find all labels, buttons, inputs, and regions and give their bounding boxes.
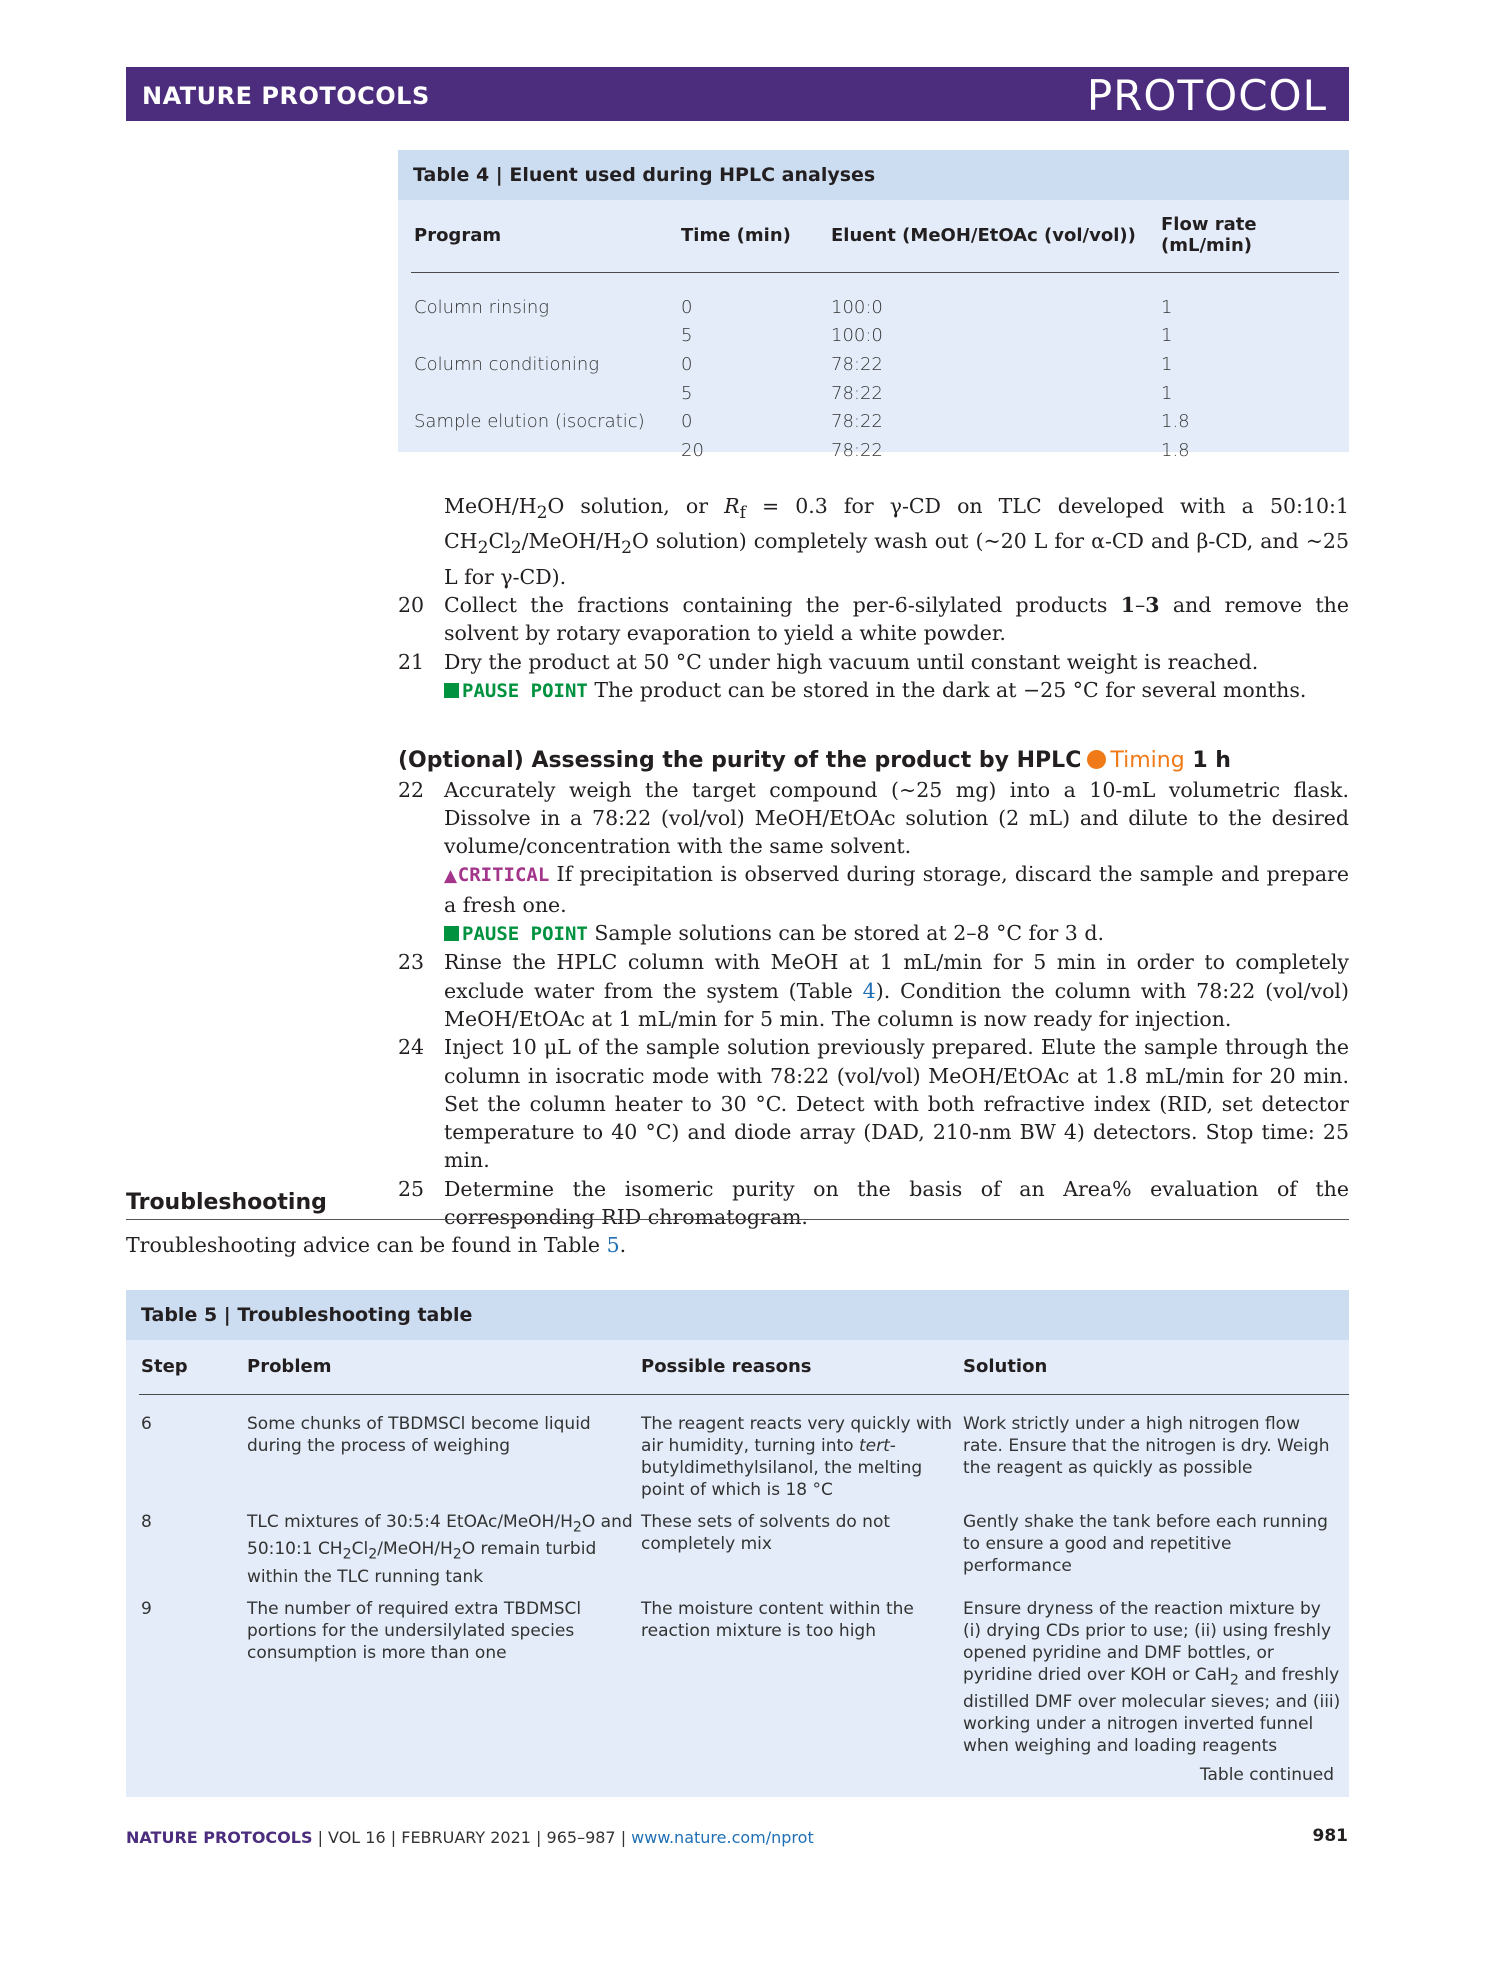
step-number: 20	[398, 593, 425, 618]
table-cell: 5	[681, 382, 693, 404]
table-5-link[interactable]: 5	[606, 1233, 620, 1257]
text-span: /MeOH/H	[521, 529, 622, 554]
table-4-header: Program	[411, 200, 678, 273]
footer-separator: |	[312, 1828, 329, 1847]
subscript: 2	[1229, 1672, 1239, 1689]
text-span: /MeOH/H	[377, 1539, 453, 1560]
text-span: Rinse the HPLC column with MeOH at 1 mL/min for 5 min in order to completely exclude water from the system (Table	[444, 950, 1349, 1003]
table-cell: 100:0	[831, 325, 883, 347]
text-span: Determine the isomeric purity on the basis of an Area% evaluation of the corresponding RID chromatogram.	[444, 1176, 1349, 1230]
subscript: 2	[572, 1519, 582, 1536]
text-span: tert	[858, 1436, 890, 1456]
footer-separator: |	[385, 1828, 402, 1847]
table-4-caption	[398, 150, 1349, 200]
subscript: 2	[452, 1546, 462, 1563]
text-span: 1	[1120, 593, 1135, 618]
footer-date: FEBRUARY 2021	[401, 1828, 531, 1847]
table-cell: 0	[681, 296, 693, 318]
table-cell: 0	[681, 353, 693, 375]
footer-journal: NATURE PROTOCOLS	[126, 1828, 313, 1847]
troubleshooting-heading: Troubleshooting	[126, 1190, 1349, 1220]
text-span: If precipitation is observed during storage, discard the sample and prepare a fresh one.	[444, 862, 1349, 917]
subscript: 2	[368, 1546, 378, 1563]
timing-value: 1 h	[1192, 748, 1231, 774]
table-cell: 20	[681, 439, 704, 461]
footer-separator: |	[615, 1828, 632, 1847]
table-4-label: Table 4 |	[413, 164, 510, 186]
table-cell	[961, 1594, 1349, 1763]
text-span: (Optional) Assessing the purity of the product by HPLC	[398, 748, 1082, 774]
step-number: 25	[398, 1176, 425, 1201]
footer-pages: 965–987	[546, 1828, 616, 1847]
text-span: Cl	[351, 1539, 369, 1560]
table-cell: 1	[1161, 296, 1173, 318]
table-cell	[411, 436, 678, 465]
table-5-title: Troubleshooting table	[237, 1304, 473, 1326]
page-number: 981	[1312, 1826, 1348, 1846]
section-heading-optional-hplc	[398, 747, 1349, 775]
journal-header-bar	[126, 67, 1349, 121]
text-span: and freshly distilled DMF over molecular sieves; and (iii) working under a nitrogen inverted funnel when weighing and loading reagents	[963, 1664, 1341, 1757]
procedure-steps	[398, 492, 1349, 1231]
table-cell: These sets of solvents do not completely mix	[641, 1512, 891, 1554]
table-5-header: Possible reasons	[639, 1340, 961, 1395]
text-span: Troubleshooting advice can be found in Table	[126, 1233, 607, 1257]
table-row	[139, 1395, 1349, 1508]
table-cell: Work strictly under a high nitrogen flow rate. Ensure that the nitrogen is dry. Weigh the reagent as quickly as possible	[963, 1414, 1330, 1478]
footer-volume: VOL 16	[328, 1828, 386, 1847]
timing-label: Timing	[1110, 748, 1185, 774]
text-span: Cl	[488, 529, 511, 554]
step-number: 23	[398, 950, 425, 975]
text-span: O and 50:10:1 CH	[247, 1512, 633, 1560]
text-span: MeOH/H	[444, 494, 537, 518]
text-span: Inject 10 μL of the sample solution previously prepared. Elute the sample through the column in isocratic mode with 78:22 (vol/vol) MeOH/EtOAc at 1.8 mL/min for 20 min. Set the column heater to 30 °C. Detect with both refractive index (RID, set detector temperature to 40 °C) and diode array (DAD, 210-nm BW 4) detectors. Stop time: 25 min.	[444, 1035, 1349, 1173]
text-span: .	[619, 1233, 627, 1257]
table-row	[139, 1594, 1349, 1763]
article-type: PROTOCOL	[1086, 71, 1327, 120]
table-5-header: Problem	[245, 1340, 639, 1395]
step-number: 22	[398, 777, 425, 802]
step-20	[398, 591, 1349, 648]
subscript: 2	[342, 1546, 352, 1563]
table-cell: 78:22	[831, 353, 883, 375]
table-cell: 78:22	[831, 411, 883, 433]
table-5-header: Step	[139, 1340, 245, 1395]
table-cell: Some chunks of TBDMSCl become liquid during the process of weighing	[247, 1414, 591, 1456]
table-cell: Sample elution (isocratic)	[414, 411, 645, 433]
table-row	[139, 1507, 1349, 1594]
text-span: Dry the product at 50 °C under high vacuum until constant weight is reached.	[444, 649, 1259, 674]
table-4-grid	[411, 200, 1339, 465]
subscript: f	[739, 503, 746, 524]
table-5-label: Table 5 |	[141, 1304, 238, 1326]
step-23	[398, 948, 1349, 1033]
step-number: 24	[398, 1035, 425, 1060]
table-5-header: Solution	[961, 1340, 1349, 1395]
table-cell: The number of required extra TBDMSCl portions for the undersilylated species consumption is more than one	[247, 1598, 582, 1663]
text-span: TLC mixtures of 30:5:4 EtOAc/MeOH/H	[247, 1512, 573, 1532]
table-cell: The moisture content within the reaction mixture is too high	[641, 1598, 914, 1641]
table-4-header: Flow rate (mL/min)	[1158, 200, 1339, 273]
pause-point-icon	[444, 926, 459, 941]
table-cell: 1.8	[1161, 439, 1190, 461]
table-cell	[411, 379, 678, 408]
table-cell	[411, 322, 678, 351]
critical-icon: ▲	[444, 866, 458, 887]
step-22	[398, 776, 1349, 949]
critical-label: CRITICAL	[457, 864, 550, 887]
table-cell: 78:22	[831, 382, 883, 404]
table-cell	[245, 1507, 639, 1594]
table-5	[126, 1290, 1349, 1797]
table-cell: 6	[141, 1414, 152, 1434]
table-cell: 9	[141, 1598, 152, 1619]
table-4-header: Time (min)	[678, 200, 828, 273]
table-4	[398, 150, 1349, 461]
page-footer	[126, 1828, 814, 1847]
table-row	[411, 407, 1339, 436]
step-24	[398, 1033, 1349, 1174]
timing-icon	[1087, 750, 1106, 769]
table-continued-note: Table continued	[1199, 1765, 1334, 1786]
text-span: = 0.3 for γ-CD on TLC developed with a 50:10:1 CH	[444, 494, 1349, 554]
step-number: 21	[398, 649, 425, 674]
table-cell: 1	[1161, 382, 1173, 404]
text-span: O remain turbid within the TLC running tank	[247, 1539, 597, 1587]
text-span: O solution, or	[547, 494, 725, 518]
table-cell: 78:22	[831, 439, 883, 461]
text-span: Ensure dryness of the reaction mixture by (i) drying CDs prior to use; (ii) using freshly opened pyridine and DMF bottles, or pyridine dried over KOH or CaH	[963, 1598, 1332, 1685]
table-5-grid	[139, 1340, 1349, 1763]
table-cell: 5	[681, 325, 693, 347]
table-5-caption	[126, 1290, 1349, 1340]
text-span: ). Condition the column with 78:22 (vol/vol) MeOH/EtOAc at 1 mL/min for 5 min. The column is now ready for injection.	[444, 978, 1349, 1031]
table-4-header: Eluent (MeOH/EtOAc (vol/vol))	[828, 200, 1158, 273]
table-cell: 1	[1161, 325, 1173, 347]
table-cell: 8	[141, 1512, 152, 1532]
table-4-title: Eluent used during HPLC analyses	[509, 164, 876, 186]
text-span: Collect the fractions containing the per-6-silylated products	[444, 593, 1121, 618]
table-4-link[interactable]: 4	[862, 978, 876, 1003]
subscript: 2	[621, 538, 632, 559]
text-span: R	[724, 494, 740, 518]
text-span: 3	[1145, 593, 1160, 618]
table-cell	[639, 1395, 961, 1508]
text-span: Accurately weigh the target compound (∼25 mg) into a 10-mL volumetric flask. Dissolve in a 78:22 (vol/vol) MeOH/EtOAc solution (2 mL) and dilute to the desired volume/concentration with the same solvent.	[444, 777, 1349, 859]
subscript: 2	[477, 538, 489, 559]
pause-point-label: PAUSE POINT	[462, 923, 588, 946]
text-span: O solution) completely wash out (~20 L for α-CD and β-CD, and ~25 L for γ-CD).	[444, 529, 1349, 589]
table-row	[411, 436, 1339, 465]
step-19-continuation	[398, 492, 1349, 591]
journal-name: NATURE PROTOCOLS	[142, 82, 430, 110]
footer-separator: |	[530, 1828, 547, 1847]
table-cell: Gently shake the tank before each running to ensure a good and repetitive performance	[963, 1512, 1328, 1576]
pause-point-icon	[444, 683, 459, 698]
table-cell: 1	[1161, 353, 1173, 375]
table-row	[411, 379, 1339, 408]
table-cell: Column rinsing	[414, 296, 550, 318]
table-row	[411, 350, 1339, 379]
pause-point-label: PAUSE POINT	[462, 679, 588, 702]
text-span: The reagent reacts very quickly with air humidity, turning into	[641, 1414, 953, 1456]
table-cell: 1.8	[1161, 411, 1190, 433]
text-span: –	[1134, 593, 1146, 618]
table-row	[411, 322, 1339, 351]
table-cell: Column conditioning	[414, 353, 600, 375]
step-21	[398, 648, 1349, 706]
text-span: and remove the solvent by rotary evaporation to yield a white powder.	[444, 593, 1349, 646]
table-row	[411, 273, 1339, 322]
text-span: -butyldimethylsilanol, the melting point of which is 18 °C	[641, 1436, 923, 1500]
text-span: The product can be stored in the dark at −25 °C for several months.	[587, 677, 1307, 702]
table-cell: 100:0	[831, 296, 883, 318]
subscript: 2	[510, 538, 522, 559]
subscript: 2	[536, 503, 548, 524]
table-cell: 0	[681, 411, 693, 433]
footer-url-link[interactable]: www.nature.com/nprot	[631, 1828, 814, 1847]
troubleshooting-intro	[126, 1233, 626, 1257]
text-span: Sample solutions can be stored at 2–8 °C for 3 d.	[587, 921, 1104, 946]
